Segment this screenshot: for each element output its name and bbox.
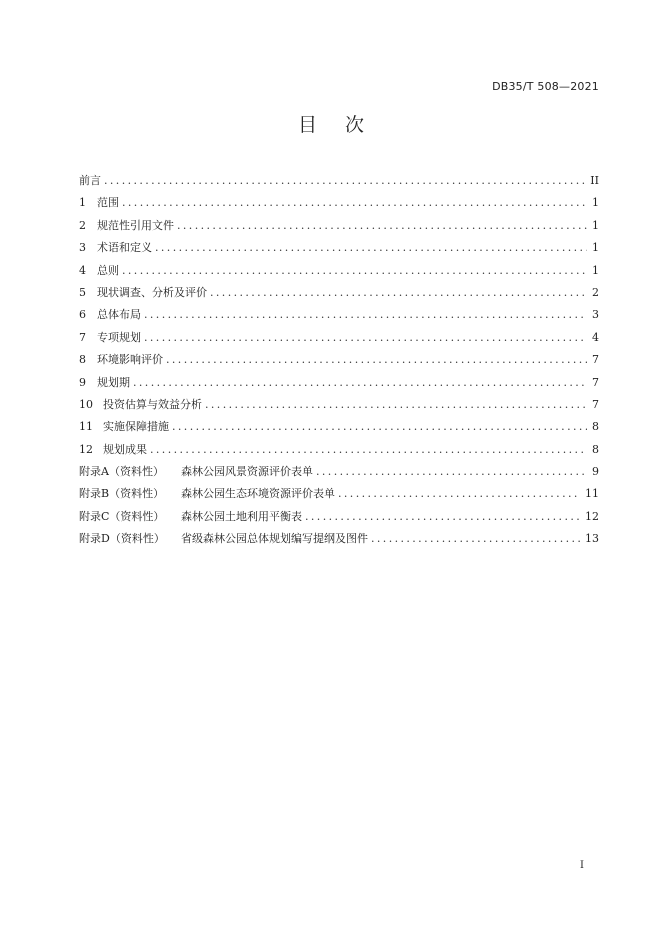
toc-entry-page: 8 — [592, 442, 599, 456]
toc-entry-number: 10 — [79, 397, 93, 411]
toc-dot-leader — [316, 461, 587, 483]
toc-entry-page: 8 — [592, 420, 599, 434]
toc-entry-number: 附录B（资料性） — [79, 487, 165, 501]
toc-entry-page: 1 — [592, 263, 599, 277]
toc-entry-number: 2 — [79, 218, 86, 232]
toc-entry-terms-definitions[interactable] — [79, 237, 599, 259]
toc-dot-leader — [104, 170, 585, 192]
toc-entry-title: 省级森林公园总体规划编写提纲及图件 — [181, 532, 368, 546]
toc-entry-title: 现状调查、分析及评价 — [97, 285, 207, 299]
toc-entry-normative-references[interactable] — [79, 215, 599, 237]
toc-dot-leader — [122, 260, 587, 282]
toc-entry-title: 专项规划 — [97, 330, 141, 344]
toc-entry-page: 13 — [585, 532, 599, 546]
toc-entry-overall-layout[interactable] — [79, 304, 599, 326]
toc-entry-number: 附录C（资料性） — [79, 509, 165, 523]
toc-entry-page: 1 — [592, 241, 599, 255]
toc-dot-leader — [155, 237, 587, 259]
toc-entry-scope[interactable] — [79, 192, 599, 214]
toc-entry-page: 7 — [592, 353, 599, 367]
table-of-contents — [79, 170, 599, 551]
toc-entry-page: II — [590, 174, 599, 187]
toc-entry-title: 规划成果 — [103, 442, 147, 456]
toc-entry-foreword[interactable] — [79, 170, 599, 192]
toc-dot-leader — [133, 372, 587, 394]
toc-entry-number: 4 — [79, 263, 86, 277]
toc-title: 目次 — [297, 114, 392, 136]
toc-entry-special-planning[interactable] — [79, 327, 599, 349]
toc-entry-page: 7 — [592, 397, 599, 411]
toc-dot-leader — [122, 192, 587, 214]
toc-entry-page: 4 — [592, 330, 599, 344]
toc-entry-number: 6 — [79, 308, 86, 322]
toc-entry-planning-period[interactable] — [79, 372, 599, 394]
toc-entry-number: 11 — [79, 420, 93, 434]
page-number: I — [580, 860, 584, 871]
toc-entry-appendix-c[interactable] — [79, 506, 599, 528]
toc-entry-number: 8 — [79, 353, 86, 367]
toc-entry-title: 术语和定义 — [97, 241, 152, 255]
toc-entry-number: 12 — [79, 442, 93, 456]
toc-dot-leader — [371, 528, 580, 550]
toc-entry-title: 投资估算与效益分析 — [103, 397, 202, 411]
toc-dot-leader — [338, 483, 580, 505]
toc-entry-safeguard-measures[interactable] — [79, 416, 599, 438]
toc-entry-number: 附录D（资料性） — [79, 532, 165, 546]
toc-entry-page: 2 — [592, 285, 599, 299]
toc-dot-leader — [305, 506, 580, 528]
toc-entry-number: 3 — [79, 241, 86, 255]
toc-dot-leader — [166, 349, 587, 371]
toc-entry-title: 前言 — [79, 174, 101, 187]
toc-entry-general-rules[interactable] — [79, 260, 599, 282]
document-code: DB35/T 508—2021 — [492, 80, 599, 93]
toc-entry-appendix-d[interactable] — [79, 528, 599, 550]
toc-entry-page: 11 — [585, 487, 599, 501]
toc-entry-title: 总体布局 — [97, 308, 141, 322]
toc-entry-title: 森林公园生态环境资源评价表单 — [181, 487, 335, 501]
toc-dot-leader — [205, 394, 587, 416]
toc-entry-number: 7 — [79, 330, 86, 344]
toc-entry-number: 1 — [79, 196, 86, 210]
toc-dot-leader — [144, 304, 587, 326]
toc-dot-leader — [172, 416, 587, 438]
toc-entry-page: 7 — [592, 375, 599, 389]
toc-entry-title: 规范性引用文件 — [97, 218, 174, 232]
toc-dot-leader — [144, 327, 587, 349]
toc-dot-leader — [177, 215, 587, 237]
toc-entry-page: 12 — [585, 509, 599, 523]
toc-entry-title: 环境影响评价 — [97, 353, 163, 367]
toc-entry-title: 范围 — [97, 196, 119, 210]
toc-entry-number: 附录A（资料性） — [79, 465, 164, 479]
toc-entry-number: 5 — [79, 285, 86, 299]
toc-entry-number: 9 — [79, 375, 86, 389]
toc-entry-investment-benefit[interactable] — [79, 394, 599, 416]
toc-entry-page: 1 — [592, 196, 599, 210]
toc-entry-title: 实施保障措施 — [103, 420, 169, 434]
toc-entry-survey-analysis[interactable] — [79, 282, 599, 304]
toc-dot-leader — [150, 439, 587, 461]
toc-entry-title: 森林公园风景资源评价表单 — [181, 465, 313, 479]
toc-entry-page: 9 — [592, 465, 599, 479]
toc-entry-title: 规划期 — [97, 375, 130, 389]
toc-entry-appendix-b[interactable] — [79, 483, 599, 505]
toc-entry-title: 森林公园土地利用平衡表 — [181, 509, 302, 523]
toc-entry-planning-results[interactable] — [79, 439, 599, 461]
toc-entry-title: 总则 — [97, 263, 119, 277]
toc-entry-page: 1 — [592, 218, 599, 232]
toc-entry-page: 3 — [592, 308, 599, 322]
toc-entry-appendix-a[interactable] — [79, 461, 599, 483]
toc-dot-leader — [210, 282, 587, 304]
toc-entry-environmental-impact[interactable] — [79, 349, 599, 371]
